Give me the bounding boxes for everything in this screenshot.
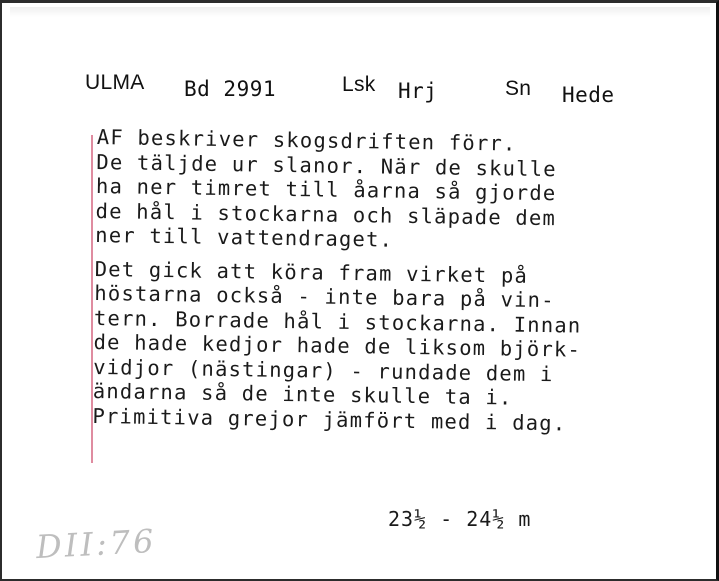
text-line: De täljde ur slanor. När de skulle <box>96 149 557 181</box>
socken-value: Hede <box>562 83 615 107</box>
card-header <box>85 71 645 107</box>
text-line: ner till vattendraget. <box>95 222 394 252</box>
archive-signum: DII:76 <box>35 521 158 567</box>
volume-number: Bd 2991 <box>184 77 277 101</box>
text-line: ändarna så de inte skulle ta i. <box>92 378 513 410</box>
text-line: de hål i stockarna och släpade dem <box>95 198 557 230</box>
text-line: vidjor (nästingar) - rundade dem i <box>93 354 554 386</box>
paragraph-2 <box>92 256 705 437</box>
scan-artifact <box>10 7 710 17</box>
text-line: höstarna också - inte bara på vin- <box>94 280 555 313</box>
text-line: de hade kedjor hade de liksom björk- <box>93 329 582 362</box>
text-line: ha ner timret till åarna så gjorde <box>95 173 557 206</box>
text-line: Primitiva grejor jämfört med i dag. <box>92 403 567 435</box>
paragraph-1 <box>95 125 707 257</box>
text-line: AF beskriver skogsdriften förr. <box>96 125 517 156</box>
measurement-range: 23½ - 24½ m <box>388 507 532 531</box>
landskap-value: Hrj <box>398 79 438 103</box>
text-line: tern. Borrade hål i stockarna. Innan <box>93 305 582 338</box>
place-code: ULMA <box>85 71 145 94</box>
landskap-label: Lsk <box>342 73 376 96</box>
socken-label: Sn <box>505 77 532 100</box>
text-line: Det gick att köra fram virket på <box>94 256 529 288</box>
card-body <box>92 125 707 447</box>
